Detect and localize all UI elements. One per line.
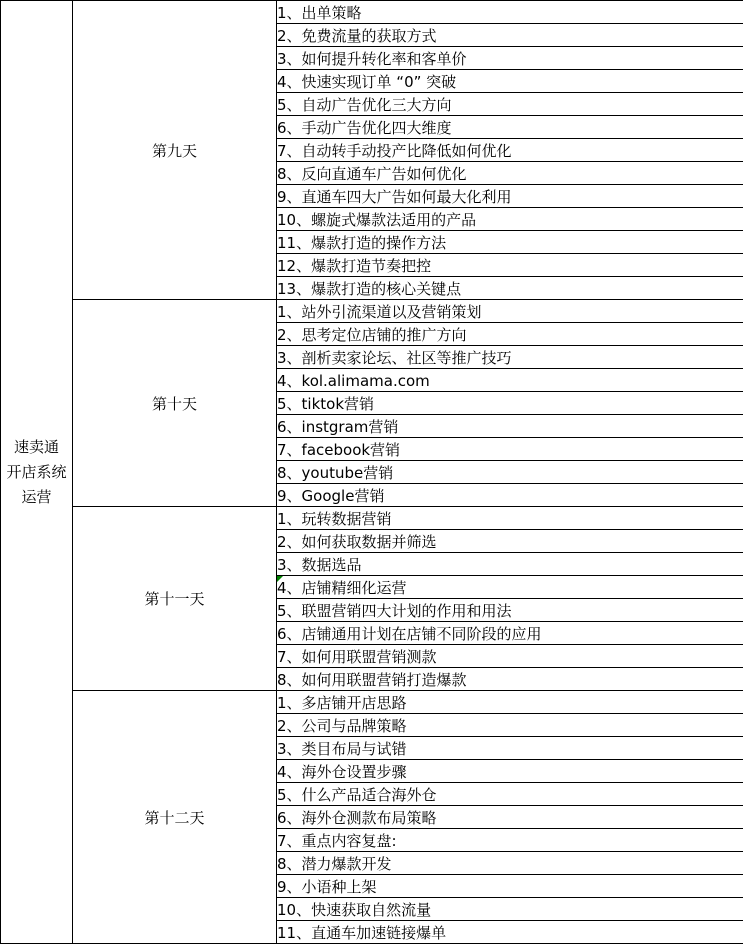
schedule-item-cell[interactable]: 4、kol.alimama.com — [277, 369, 743, 392]
table-row — [1, 691, 743, 714]
schedule-item-cell[interactable]: 8、潜力爆款开发 — [277, 852, 743, 875]
schedule-item-cell[interactable]: 4、海外仓设置步骤 — [277, 760, 743, 783]
schedule-item-cell[interactable]: 11、爆款打造的操作方法 — [277, 231, 743, 254]
day-cell-day9[interactable]: 第九天 — [73, 1, 277, 300]
schedule-item-cell[interactable]: 1、出单策略 — [277, 1, 743, 24]
schedule-item-cell[interactable]: 2、公司与品牌策略 — [277, 714, 743, 737]
schedule-item-cell[interactable]: 5、什么产品适合海外仓 — [277, 783, 743, 806]
schedule-item-cell[interactable]: 4、快速实现订单 “0” 突破 — [277, 70, 743, 93]
schedule-item-cell[interactable]: 2、思考定位店铺的推广方向 — [277, 323, 743, 346]
category-cell[interactable] — [1, 1, 73, 944]
schedule-item-cell[interactable]: 7、facebook营销 — [277, 438, 743, 461]
schedule-item-cell[interactable]: 7、重点内容复盘: — [277, 829, 743, 852]
day-cell-day12[interactable]: 第十二天 — [73, 691, 277, 944]
schedule-item-cell[interactable]: 8、反向直通车广告如何优化 — [277, 162, 743, 185]
schedule-item-cell[interactable]: 10、螺旋式爆款法适用的产品 — [277, 208, 743, 231]
table-row — [1, 300, 743, 323]
schedule-item-cell[interactable]: 2、如何获取数据并筛选 — [277, 530, 743, 553]
schedule-item-cell[interactable]: 5、联盟营销四大计划的作用和用法 — [277, 599, 743, 622]
cell-error-triangle-icon — [277, 576, 283, 582]
schedule-item-cell[interactable]: 13、爆款打造的核心关键点 — [277, 277, 743, 300]
category-line: 速卖通 — [13, 437, 59, 456]
schedule-item-cell[interactable]: 6、店铺通用计划在店铺不同阶段的应用 — [277, 622, 743, 645]
schedule-item-cell[interactable]: 3、剖析卖家论坛、社区等推广技巧 — [277, 346, 743, 369]
schedule-item-cell[interactable]: 12、爆款打造节奏把控 — [277, 254, 743, 277]
schedule-item-cell[interactable]: 9、小语种上架 — [277, 875, 743, 898]
schedule-item-cell[interactable]: 6、instgram营销 — [277, 415, 743, 438]
schedule-item-cell[interactable]: 6、手动广告优化四大维度 — [277, 116, 743, 139]
schedule-item-cell[interactable]: 9、Google营销 — [277, 484, 743, 507]
schedule-item-cell[interactable]: 5、自动广告优化三大方向 — [277, 93, 743, 116]
schedule-item-cell[interactable]: 3、如何提升转化率和客单价 — [277, 47, 743, 70]
schedule-item-cell[interactable]: 5、tiktok营销 — [277, 392, 743, 415]
schedule-item-cell[interactable]: 2、免费流量的获取方式 — [277, 24, 743, 47]
table-row — [1, 1, 743, 24]
schedule-item-cell[interactable]: 1、玩转数据营销 — [277, 507, 743, 530]
schedule-item-cell[interactable]: 7、如何用联盟营销测款 — [277, 645, 743, 668]
schedule-item-cell[interactable]: 1、站外引流渠道以及营销策划 — [277, 300, 743, 323]
day-cell-day10[interactable]: 第十天 — [73, 300, 277, 507]
schedule-item-cell[interactable]: 6、海外仓测款布局策略 — [277, 806, 743, 829]
schedule-item-cell[interactable]: 1、多店铺开店思路 — [277, 691, 743, 714]
table-row — [1, 507, 743, 530]
schedule-item-cell[interactable] — [277, 576, 743, 599]
day-cell-day11[interactable]: 第十一天 — [73, 507, 277, 691]
schedule-item-text: 4、店铺精细化运营 — [277, 578, 407, 597]
category-line: 运营 — [21, 487, 52, 506]
schedule-item-cell[interactable]: 3、数据选品 — [277, 553, 743, 576]
schedule-item-cell[interactable]: 10、快速获取自然流量 — [277, 898, 743, 921]
category-line: 开店系统 — [6, 462, 67, 481]
schedule-item-cell[interactable]: 11、直通车加速链接爆单 — [277, 921, 743, 944]
schedule-item-cell[interactable]: 7、自动转手动投产比降低如何优化 — [277, 139, 743, 162]
schedule-item-cell[interactable]: 8、如何用联盟营销打造爆款 — [277, 668, 743, 691]
schedule-item-cell[interactable]: 8、youtube营销 — [277, 461, 743, 484]
schedule-item-cell[interactable]: 9、直通车四大广告如何最大化利用 — [277, 185, 743, 208]
schedule-item-cell[interactable]: 3、类目布局与试错 — [277, 737, 743, 760]
